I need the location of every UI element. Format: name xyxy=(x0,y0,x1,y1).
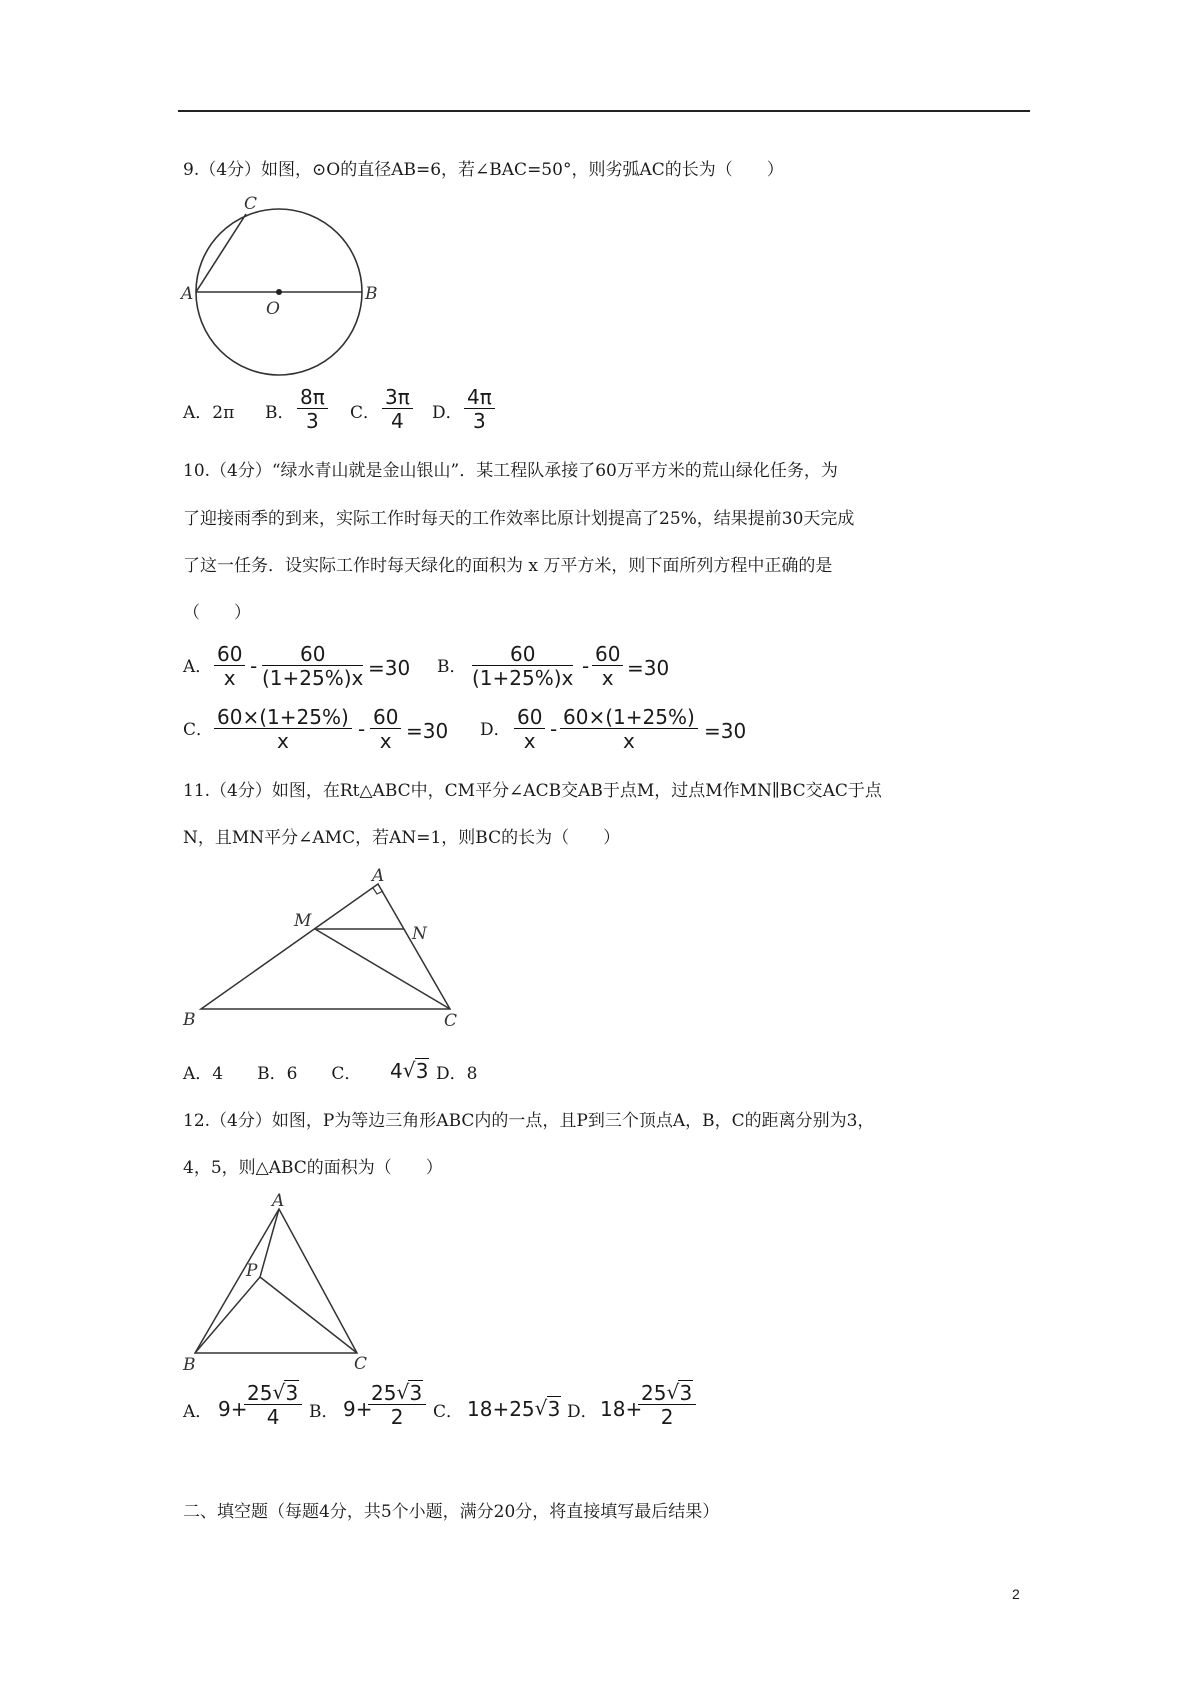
chord-ac xyxy=(196,214,246,292)
sqrt-coefficient: 25 xyxy=(641,1381,667,1405)
q12-option-c-value xyxy=(467,1398,561,1420)
triangle-abc xyxy=(195,1209,357,1353)
q12-option-a-label: A． xyxy=(183,1402,213,1422)
fig9-label-c: C xyxy=(244,194,258,214)
minus-sign: - xyxy=(250,654,258,678)
radicand: 3 xyxy=(547,1397,561,1421)
fig11-label-c: C xyxy=(444,1011,458,1031)
fraction-numerator xyxy=(368,1382,426,1405)
q12-d-integer: 18+ xyxy=(600,1397,643,1421)
q10-option-c-label: C． xyxy=(183,720,214,740)
q11-option-c-value xyxy=(390,1060,429,1082)
q12-triangle-figure xyxy=(180,1192,380,1374)
q10-c-fraction-2 xyxy=(370,706,401,753)
fraction-numerator: 4π xyxy=(464,386,495,409)
q11-triangle-figure xyxy=(180,868,470,1036)
fraction-denominator: 4 xyxy=(391,409,404,433)
fraction-numerator: 60×(1+25%) xyxy=(560,706,698,729)
fig11-label-a: A xyxy=(372,868,385,886)
minus-sign: - xyxy=(582,654,590,678)
triangle-abc xyxy=(201,884,450,1009)
q12-option-c-label: C． xyxy=(433,1402,464,1422)
q10-option-a-label: A． xyxy=(183,657,213,677)
header-rule xyxy=(178,110,1030,112)
q9-circle-figure xyxy=(180,190,380,380)
fig11-label-m: M xyxy=(294,911,312,931)
center-point-o xyxy=(276,289,282,295)
radicand: 3 xyxy=(285,1381,299,1405)
equals-30: =30 xyxy=(704,719,747,743)
q10-line-3: 了这一任务．设实际工作时每天绿化的面积为 x 万平方米，则下面所列方程中正确的是 xyxy=(183,556,833,576)
q9-option-c-fraction xyxy=(382,386,413,433)
fraction-numerator xyxy=(244,1382,302,1405)
q12-d-fraction xyxy=(638,1382,696,1429)
q10-option-d-label: D． xyxy=(480,720,511,740)
fig11-label-n: N xyxy=(412,924,427,944)
fraction-denominator: x xyxy=(601,666,614,690)
fraction-denominator: x xyxy=(379,729,392,753)
q12-line-2: 4，5，则△ABC的面积为（ ） xyxy=(183,1158,443,1178)
equals-30: =30 xyxy=(368,656,411,680)
fraction-numerator: 60 xyxy=(592,643,623,666)
fraction-denominator: (1+25%)x xyxy=(262,666,364,690)
sqrt-coefficient: 25 xyxy=(371,1381,397,1405)
q12-a-fraction xyxy=(244,1382,302,1429)
fraction-denominator: x xyxy=(622,729,635,753)
fraction-denominator: 4 xyxy=(266,1405,280,1429)
fig9-label-b: B xyxy=(365,284,378,304)
fraction-numerator: 60×(1+25%) xyxy=(214,706,352,729)
q12-b-fraction xyxy=(368,1382,426,1429)
q11-line-2: N，且MN平分∠AMC，若AN=1，则BC的长为（ ） xyxy=(183,828,621,848)
q10-d-fraction-1 xyxy=(514,706,545,753)
equals-30: =30 xyxy=(627,656,670,680)
sqrt-symbol xyxy=(666,1382,693,1404)
section-2-title: 二、填空题（每题4分，共5个小题，满分20分，将直接填写最后结果） xyxy=(183,1502,720,1522)
sqrt-coefficient: 4 xyxy=(390,1059,403,1083)
page-number: 2 xyxy=(1012,1586,1020,1602)
fraction-denominator: 3 xyxy=(473,409,486,433)
fig12-label-c: C xyxy=(354,1354,368,1374)
sqrt-coefficient: 25 xyxy=(247,1381,273,1405)
q10-a-fraction-2 xyxy=(262,643,363,690)
q9-option-c-label: C． xyxy=(350,403,381,423)
fig12-label-p: P xyxy=(246,1261,258,1281)
q9-option-d-label: D． xyxy=(432,403,463,423)
sqrt-coefficient: 18+25 xyxy=(467,1397,535,1421)
fraction-denominator: 3 xyxy=(306,409,319,433)
fraction-numerator: 60 xyxy=(370,706,401,729)
fraction-numerator: 60 xyxy=(262,643,363,666)
radicand: 3 xyxy=(409,1381,423,1405)
q9-option-a: A．2π xyxy=(183,403,235,423)
sqrt-symbol xyxy=(272,1382,299,1404)
q9-option-d-fraction xyxy=(464,386,495,433)
sqrt-symbol xyxy=(535,1398,562,1420)
fraction-denominator: x xyxy=(523,729,536,753)
fraction-denominator: 2 xyxy=(660,1405,674,1429)
q12-option-d-label: D． xyxy=(567,1402,598,1422)
q10-d-fraction-2 xyxy=(560,706,698,753)
fig9-label-o: O xyxy=(266,299,280,319)
q11-options-a-b: A．4 B．6 C． xyxy=(183,1064,362,1084)
q10-b-fraction-1 xyxy=(472,643,573,690)
q12-line-1: 12.（4分）如图，P为等边三角形ABC内的一点，且P到三个顶点A，B，C的距离分别为3， xyxy=(183,1111,875,1131)
q10-line-2: 了迎接雨季的到来，实际工作时每天的工作效率比原计划提高了25%，结果提前30天完成 xyxy=(183,509,855,529)
q10-line-4: （ ） xyxy=(183,603,251,623)
fraction-numerator: 3π xyxy=(382,386,413,409)
fraction-numerator: 60 xyxy=(472,643,573,666)
fraction-denominator: x xyxy=(276,729,289,753)
q10-option-b-label: B． xyxy=(437,657,467,677)
fraction-denominator: 2 xyxy=(390,1405,404,1429)
segment-pb xyxy=(195,1277,260,1353)
fig12-label-a: A xyxy=(272,1192,285,1211)
q9-option-b-fraction xyxy=(297,386,328,433)
fig9-label-a: A xyxy=(181,284,194,304)
q10-line-1: 10.（4分）“绿水青山就是金山银山”．某工程队承接了60万平方米的荒山绿化任务，为 xyxy=(183,461,838,481)
fraction-numerator: 60 xyxy=(514,706,545,729)
sqrt-symbol xyxy=(396,1382,423,1404)
segment-cm xyxy=(315,929,450,1009)
fraction-denominator: (1+25%)x xyxy=(472,666,574,690)
fraction-numerator xyxy=(638,1382,696,1405)
q12-b-integer: 9+ xyxy=(343,1397,373,1421)
q12-a-integer: 9+ xyxy=(218,1397,248,1421)
q10-a-fraction-1 xyxy=(214,643,245,690)
sqrt-symbol xyxy=(403,1060,430,1082)
fraction-numerator: 60 xyxy=(214,643,245,666)
radicand: 3 xyxy=(679,1381,693,1405)
q12-option-b-label: B． xyxy=(309,1402,339,1422)
q11-line-1: 11.（4分）如图，在Rt△ABC中，CM平分∠ACB交AB于点M，过点M作MN∥BC交AC于点 xyxy=(183,781,882,801)
q9-text: 9.（4分）如图，⊙O的直径AB=6，若∠BAC=50°，则劣弧AC的长为（ ） xyxy=(183,160,784,180)
q9-option-b-label: B． xyxy=(265,403,295,423)
fig12-label-b: B xyxy=(183,1355,196,1374)
segment-pc xyxy=(260,1277,357,1353)
radicand: 3 xyxy=(415,1059,429,1083)
q10-b-fraction-2 xyxy=(592,643,623,690)
fig11-label-b: B xyxy=(183,1010,196,1030)
segment-pa xyxy=(260,1209,279,1277)
minus-sign: - xyxy=(358,717,366,741)
q11-option-d: D．8 xyxy=(436,1064,478,1084)
equals-30: =30 xyxy=(406,719,449,743)
fraction-numerator: 8π xyxy=(297,386,328,409)
q10-c-fraction-1 xyxy=(214,706,352,753)
fraction-denominator: x xyxy=(223,666,236,690)
minus-sign: - xyxy=(550,717,558,741)
